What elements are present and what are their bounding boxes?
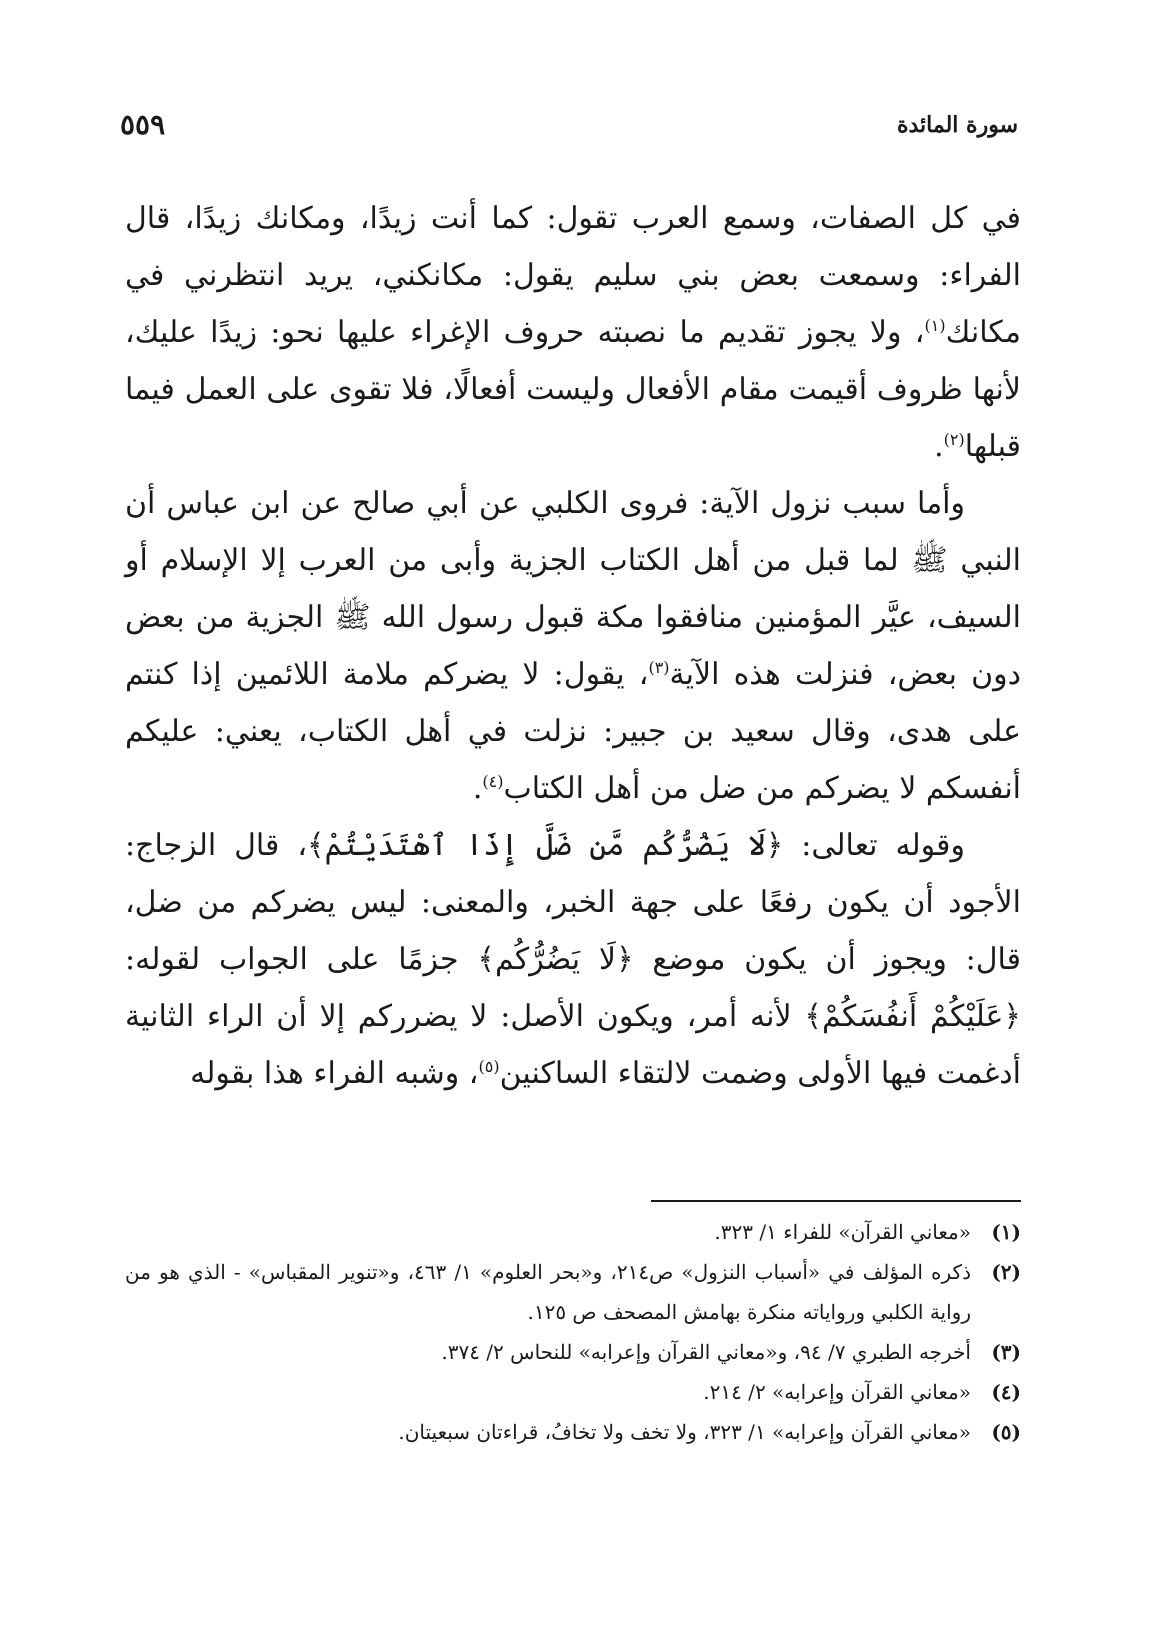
footnote-2 [125, 1252, 1021, 1332]
footnote-ref-4[interactable]: (٤) [482, 772, 504, 791]
paragraph-3 [125, 817, 1021, 1102]
footnote-divider [651, 1200, 1021, 1202]
paragraph-3-text-a: وقوله تعالى: [783, 828, 965, 863]
main-text [125, 190, 1021, 1102]
paragraph-1 [125, 190, 1021, 475]
footnote-text: ذكره المؤلف في «أسباب النزول» ص٢١٤، و«بحر العلوم» ١/ ٤٦٣، و«تنوير المقباس» - الذي هو من رواية الكلبي ورواياته منكرة بهامش المصحف ص ١٢٥. [125, 1260, 971, 1324]
footnote-ref-1[interactable]: (١) [924, 316, 946, 335]
paragraph-2-text-a: وأما سبب نزول الآية: فروى الكلبي عن أبي صالح عن ابن عباس أن النبي ﷺ لما قبل من أهل الكتاب الجزية وأبى من العرب إلا الإسلام أو السيف، عيَّر المؤمنين منافقوا مكة قبول رسول الله ﷺ الجزية من بعض دون بعض، فنزلت هذه الآية [125, 486, 1021, 692]
quran-quote-1: ﴿لَا يَضُرُّكُم مَّن ضَلَّ إِذَا ٱهْتَدَيْتُمْ﴾ [307, 828, 784, 863]
paragraph-1-text-a: في كل الصفات، وسمع العرب تقول: كما أنت زيدًا، ومكانك زيدًا، قال الفراء: وسمعت بعض بني سليم يقول: مكانكني، يريد انتظرني في مكانك [125, 201, 1021, 350]
footnote-number: (٣) [991, 1340, 1021, 1364]
footnote-text: أخرجه الطبري ٧/ ٩٤، و«معاني القرآن وإعرابه» للنحاس ٢/ ٣٧٤. [441, 1340, 971, 1364]
footnote-text: «معاني القرآن وإعرابه» ١/ ٣٢٣، ولا تخف ولا تخافُ، قراءتان سبعيتان. [398, 1420, 971, 1444]
footnote-text: «معاني القرآن وإعرابه» ٢/ ٢١٤. [703, 1380, 971, 1404]
footnote-ref-5[interactable]: (٥) [478, 1057, 500, 1076]
footnote-1 [125, 1212, 1021, 1252]
paragraph-2 [125, 475, 1021, 817]
page-number: ٥٥٩ [120, 108, 166, 141]
footnote-number: (٢) [991, 1260, 1021, 1284]
footnote-ref-3[interactable]: (٣) [648, 658, 670, 677]
footnote-4 [125, 1372, 1021, 1412]
footnote-number: (٥) [991, 1420, 1021, 1444]
paragraph-3-text-b: ، قال الزجاج: الأجود أن يكون رفعًا على جهة الخبر، والمعنى: ليس يضركم من ضل، قال: ويجوز أن يكون موضع [125, 828, 1021, 977]
paragraph-3-text-d: لأنه أمر، ويكون الأصل: لا يضرركم إلا أن الراء الثانية أدغمت فيها الأولى وضمت لالتقاء الساكنين [125, 999, 1021, 1091]
paragraph-2-text-b: ، يقول: لا يضركم ملامة اللائمين إذا كنتم على هدى، وقال سعيد بن جبير: نزلت في أهل الكتاب، يعني: عليكم أنفسكم لا يضركم من ضل من أهل الكتاب [125, 657, 1021, 806]
quran-quote-3: ﴿عَلَيْكُمْ أَنفُسَكُمْ﴾ [804, 999, 1021, 1034]
quran-quote-2: ﴿لَا يَضُرُّكُم﴾ [477, 942, 634, 977]
footnote-ref-2[interactable]: (٢) [943, 430, 965, 449]
paragraph-3-text-c: جزمًا على الجواب لقوله: [125, 942, 478, 977]
footnotes [125, 1212, 1021, 1452]
footnote-number: (٤) [991, 1380, 1021, 1404]
surah-title: سورة المائدة [896, 112, 1018, 138]
paragraph-1-text-c: . [934, 429, 944, 464]
footnote-text: «معاني القرآن» للفراء ١/ ٣٢٣. [714, 1220, 971, 1244]
paragraph-2-text-c: . [472, 771, 483, 806]
footnote-3 [125, 1332, 1021, 1372]
paragraph-1-text-b: ، ولا يجوز تقديم ما نصبته حروف الإغراء عليها نحو: زيدًا عليك، لأنها ظروف أقيمت مقام الأفعال وليست أفعالًا، فلا تقوى على العمل فيما قبلها [125, 315, 1021, 464]
footnote-number: (١) [991, 1220, 1021, 1244]
footnote-5 [125, 1412, 1021, 1452]
page-header [120, 108, 1018, 152]
paragraph-3-text-e: ، وشبه الفراء هذا بقوله [190, 1056, 479, 1091]
